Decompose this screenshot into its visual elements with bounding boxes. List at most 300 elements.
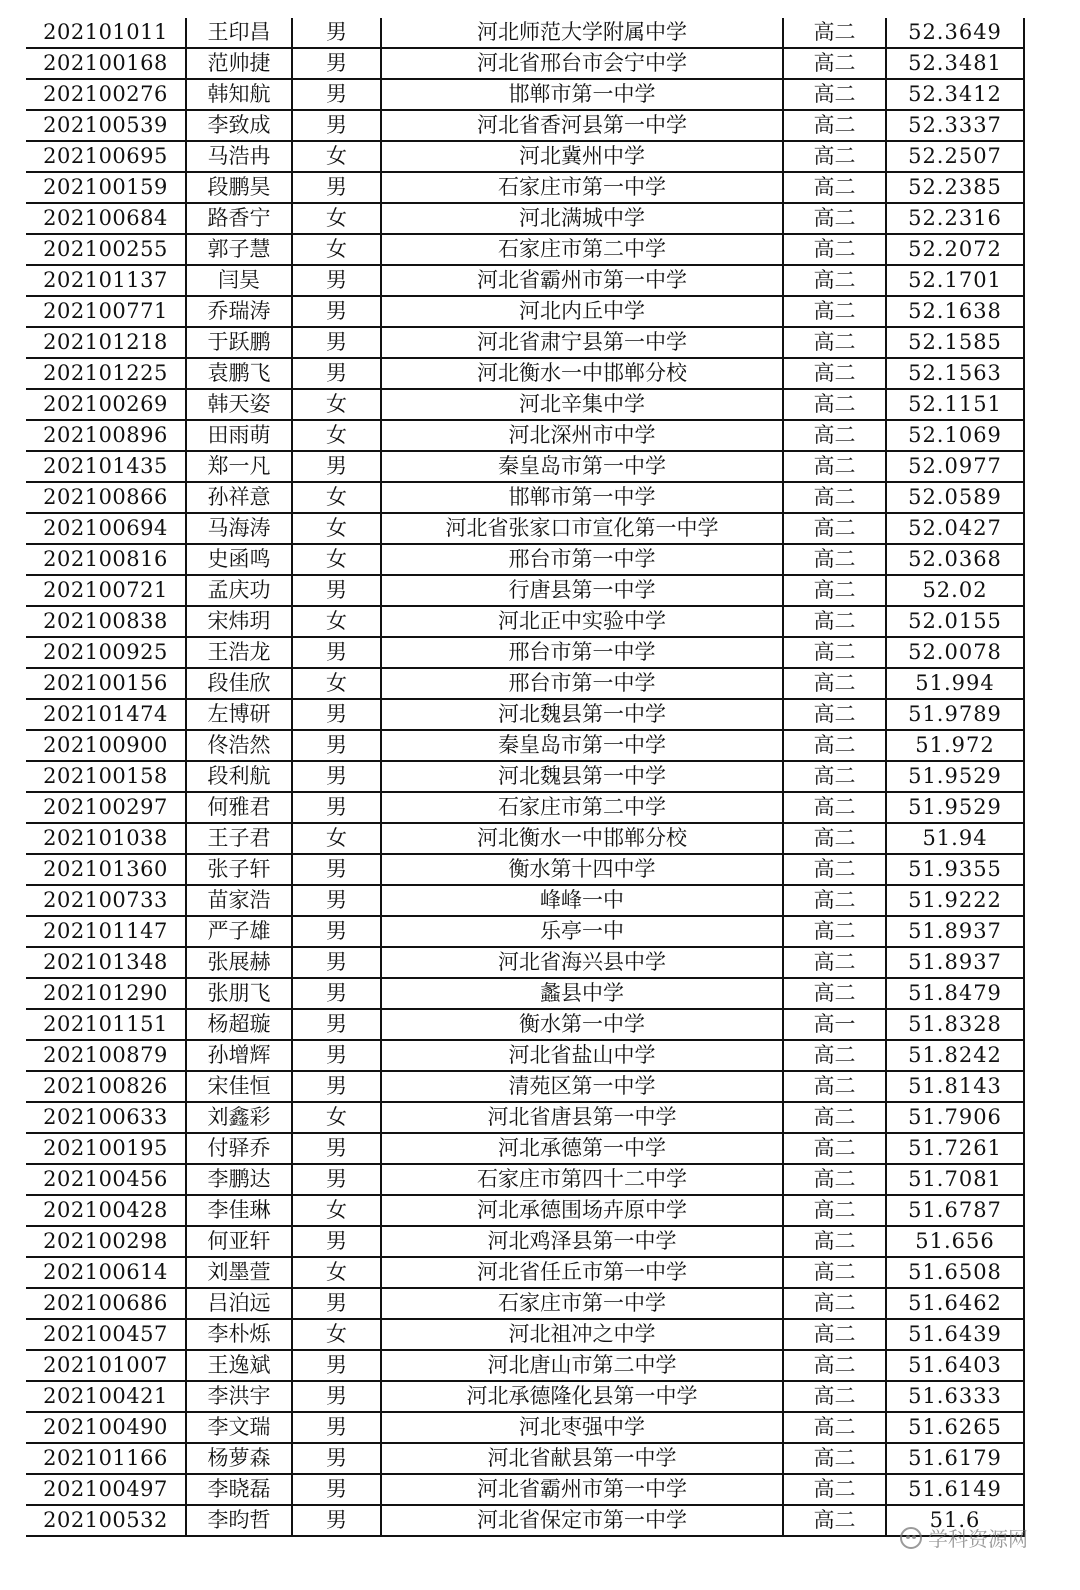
school-cell: 河北正中实验中学 [381, 606, 783, 637]
school-cell: 河北承德第一中学 [381, 1133, 783, 1164]
grade-cell: 高二 [783, 730, 886, 761]
student-name-cell: 宋佳恒 [186, 1071, 292, 1102]
school-cell: 秦皇岛市第一中学 [381, 730, 783, 761]
gender-cell: 男 [292, 110, 381, 141]
gender-cell: 女 [292, 544, 381, 575]
student-id-cell: 202100276 [26, 79, 186, 110]
student-name-cell: 闫昊 [186, 265, 292, 296]
student-id-cell: 202100195 [26, 1133, 186, 1164]
school-cell: 河北省任丘市第一中学 [381, 1257, 783, 1288]
school-cell: 河北省海兴县中学 [381, 947, 783, 978]
table-row [26, 978, 1024, 1009]
grade-cell: 高二 [783, 1164, 886, 1195]
school-cell: 峰峰一中 [381, 885, 783, 916]
student-id-cell: 202101348 [26, 947, 186, 978]
grade-cell: 高二 [783, 1040, 886, 1071]
grade-cell: 高二 [783, 482, 886, 513]
student-id-cell: 202100900 [26, 730, 186, 761]
gender-cell: 男 [292, 451, 381, 482]
table-row [26, 792, 1024, 823]
grade-cell: 高二 [783, 792, 886, 823]
school-cell: 河北深州市中学 [381, 420, 783, 451]
student-id-cell: 202100695 [26, 141, 186, 172]
grade-cell: 高二 [783, 854, 886, 885]
grade-cell: 高二 [783, 1319, 886, 1350]
score-cell: 51.7906 [886, 1102, 1024, 1133]
student-id-cell: 202101290 [26, 978, 186, 1009]
school-cell: 河北衡水一中邯郸分校 [381, 823, 783, 854]
grade-cell: 高二 [783, 947, 886, 978]
gender-cell: 男 [292, 327, 381, 358]
score-cell: 52.0368 [886, 544, 1024, 575]
student-name-cell: 吕泊远 [186, 1288, 292, 1319]
table-row [26, 18, 1024, 48]
score-cell: 52.1585 [886, 327, 1024, 358]
school-cell: 河北承德围场卉原中学 [381, 1195, 783, 1226]
score-cell: 51.6149 [886, 1474, 1024, 1505]
student-id-cell: 202100156 [26, 668, 186, 699]
student-id-cell: 202100838 [26, 606, 186, 637]
table-row [26, 1381, 1024, 1412]
score-cell: 51.8328 [886, 1009, 1024, 1040]
grade-cell: 高二 [783, 1226, 886, 1257]
gender-cell: 男 [292, 1381, 381, 1412]
student-id-cell: 202100298 [26, 1226, 186, 1257]
student-id-cell: 202100733 [26, 885, 186, 916]
score-cell: 52.02 [886, 575, 1024, 606]
gender-cell: 男 [292, 1009, 381, 1040]
student-id-cell: 202100614 [26, 1257, 186, 1288]
student-name-cell: 何亚轩 [186, 1226, 292, 1257]
table-row [26, 1195, 1024, 1226]
table-row [26, 1226, 1024, 1257]
gender-cell: 男 [292, 1474, 381, 1505]
gender-cell: 女 [292, 823, 381, 854]
student-id-cell: 202100925 [26, 637, 186, 668]
student-name-cell: 袁鹏飞 [186, 358, 292, 389]
student-name-cell: 于跃鹏 [186, 327, 292, 358]
student-id-cell: 202100721 [26, 575, 186, 606]
student-id-cell: 202101038 [26, 823, 186, 854]
school-cell: 河北满城中学 [381, 203, 783, 234]
score-cell: 52.1069 [886, 420, 1024, 451]
score-cell: 51.9789 [886, 699, 1024, 730]
gender-cell: 女 [292, 513, 381, 544]
school-cell: 秦皇岛市第一中学 [381, 451, 783, 482]
student-name-cell: 李鹏达 [186, 1164, 292, 1195]
grade-cell: 高一 [783, 1009, 886, 1040]
student-name-cell: 宋炜玥 [186, 606, 292, 637]
table-row [26, 668, 1024, 699]
table-row [26, 482, 1024, 513]
score-cell: 52.3412 [886, 79, 1024, 110]
score-cell: 51.94 [886, 823, 1024, 854]
student-name-cell: 张子轩 [186, 854, 292, 885]
table-row [26, 110, 1024, 141]
gender-cell: 男 [292, 637, 381, 668]
score-cell: 51.8937 [886, 947, 1024, 978]
student-name-cell: 路香宁 [186, 203, 292, 234]
table-row [26, 451, 1024, 482]
score-cell: 51.6179 [886, 1443, 1024, 1474]
score-cell: 51.9529 [886, 792, 1024, 823]
watermark-text: 学科资源网 [928, 1527, 1028, 1551]
gender-cell: 男 [292, 978, 381, 1009]
student-id-cell: 202100159 [26, 172, 186, 203]
school-cell: 河北省盐山中学 [381, 1040, 783, 1071]
gender-cell: 男 [292, 1133, 381, 1164]
student-id-cell: 202100686 [26, 1288, 186, 1319]
school-cell: 河北承德隆化县第一中学 [381, 1381, 783, 1412]
grade-cell: 高二 [783, 823, 886, 854]
grade-cell: 高二 [783, 48, 886, 79]
score-cell: 51.9355 [886, 854, 1024, 885]
grade-cell: 高二 [783, 699, 886, 730]
grade-cell: 高二 [783, 1350, 886, 1381]
score-cell: 51.6 [886, 1505, 1024, 1536]
school-cell: 石家庄市第四十二中学 [381, 1164, 783, 1195]
table-row [26, 606, 1024, 637]
score-cell: 51.6462 [886, 1288, 1024, 1319]
gender-cell: 男 [292, 1412, 381, 1443]
grade-cell: 高二 [783, 1102, 886, 1133]
table-row [26, 358, 1024, 389]
score-cell: 52.1151 [886, 389, 1024, 420]
gender-cell: 男 [292, 1350, 381, 1381]
grade-cell: 高二 [783, 1443, 886, 1474]
school-cell: 衡水第十四中学 [381, 854, 783, 885]
score-cell: 52.0589 [886, 482, 1024, 513]
student-id-cell: 202101225 [26, 358, 186, 389]
student-id-cell: 202100497 [26, 1474, 186, 1505]
table-row [26, 48, 1024, 79]
score-cell: 51.6508 [886, 1257, 1024, 1288]
grade-cell: 高二 [783, 513, 886, 544]
gender-cell: 男 [292, 1071, 381, 1102]
student-id-cell: 202100633 [26, 1102, 186, 1133]
score-cell: 52.1638 [886, 296, 1024, 327]
table-row [26, 389, 1024, 420]
student-id-cell: 202100269 [26, 389, 186, 420]
grade-cell: 高二 [783, 637, 886, 668]
grade-cell: 高二 [783, 141, 886, 172]
student-id-cell: 202100539 [26, 110, 186, 141]
student-name-cell: 段鹏昊 [186, 172, 292, 203]
score-table-body [26, 18, 1024, 1536]
school-cell: 河北省邢台市会宁中学 [381, 48, 783, 79]
table-row [26, 1040, 1024, 1071]
table-row [26, 172, 1024, 203]
student-name-cell: 何雅君 [186, 792, 292, 823]
student-name-cell: 苗家浩 [186, 885, 292, 916]
grade-cell: 高二 [783, 761, 886, 792]
table-row [26, 1319, 1024, 1350]
score-cell: 51.7261 [886, 1133, 1024, 1164]
gender-cell: 女 [292, 141, 381, 172]
grade-cell: 高二 [783, 110, 886, 141]
gender-cell: 女 [292, 1319, 381, 1350]
gender-cell: 男 [292, 18, 381, 48]
grade-cell: 高二 [783, 1288, 886, 1319]
grade-cell: 高二 [783, 451, 886, 482]
gender-cell: 女 [292, 606, 381, 637]
grade-cell: 高二 [783, 203, 886, 234]
student-name-cell: 韩天姿 [186, 389, 292, 420]
gender-cell: 男 [292, 1288, 381, 1319]
score-cell: 51.6439 [886, 1319, 1024, 1350]
table-row [26, 916, 1024, 947]
grade-cell: 高二 [783, 1071, 886, 1102]
student-name-cell: 杨萝森 [186, 1443, 292, 1474]
gender-cell: 男 [292, 730, 381, 761]
gender-cell: 男 [292, 358, 381, 389]
table-row [26, 203, 1024, 234]
student-id-cell: 202100297 [26, 792, 186, 823]
score-cell: 52.0977 [886, 451, 1024, 482]
gender-cell: 女 [292, 234, 381, 265]
score-cell: 52.3649 [886, 18, 1024, 48]
table-row [26, 1505, 1024, 1536]
grade-cell: 高二 [783, 885, 886, 916]
student-id-cell: 202100896 [26, 420, 186, 451]
score-cell: 52.0427 [886, 513, 1024, 544]
table-row [26, 1133, 1024, 1164]
score-cell: 51.7081 [886, 1164, 1024, 1195]
student-name-cell: 李致成 [186, 110, 292, 141]
score-cell: 51.972 [886, 730, 1024, 761]
student-name-cell: 郭子慧 [186, 234, 292, 265]
gender-cell: 男 [292, 1505, 381, 1536]
student-name-cell: 孙祥意 [186, 482, 292, 513]
gender-cell: 女 [292, 389, 381, 420]
student-name-cell: 孟庆功 [186, 575, 292, 606]
gender-cell: 女 [292, 1102, 381, 1133]
grade-cell: 高二 [783, 978, 886, 1009]
school-cell: 河北冀州中学 [381, 141, 783, 172]
student-name-cell: 王子君 [186, 823, 292, 854]
grade-cell: 高二 [783, 606, 886, 637]
student-id-cell: 202100457 [26, 1319, 186, 1350]
student-id-cell: 202100866 [26, 482, 186, 513]
student-id-cell: 202101011 [26, 18, 186, 48]
score-cell: 51.8242 [886, 1040, 1024, 1071]
student-name-cell: 范帅捷 [186, 48, 292, 79]
student-id-cell: 202101007 [26, 1350, 186, 1381]
student-name-cell: 付驿乔 [186, 1133, 292, 1164]
student-name-cell: 乔瑞涛 [186, 296, 292, 327]
school-cell: 河北鸡泽县第一中学 [381, 1226, 783, 1257]
table-row [26, 1071, 1024, 1102]
table-row [26, 761, 1024, 792]
table-row [26, 79, 1024, 110]
student-name-cell: 韩知航 [186, 79, 292, 110]
school-cell: 石家庄市第二中学 [381, 792, 783, 823]
student-id-cell: 202100255 [26, 234, 186, 265]
student-id-cell: 202100158 [26, 761, 186, 792]
table-row [26, 1474, 1024, 1505]
student-name-cell: 李文瑞 [186, 1412, 292, 1443]
gender-cell: 男 [292, 854, 381, 885]
student-id-cell: 202100490 [26, 1412, 186, 1443]
score-cell: 51.8937 [886, 916, 1024, 947]
gender-cell: 男 [292, 792, 381, 823]
score-cell: 52.2316 [886, 203, 1024, 234]
student-id-cell: 202101166 [26, 1443, 186, 1474]
student-id-cell: 202100532 [26, 1505, 186, 1536]
student-id-cell: 202101147 [26, 916, 186, 947]
table-row [26, 265, 1024, 296]
score-cell: 52.3337 [886, 110, 1024, 141]
school-cell: 河北魏县第一中学 [381, 761, 783, 792]
student-id-cell: 202101151 [26, 1009, 186, 1040]
gender-cell: 男 [292, 1226, 381, 1257]
score-cell: 51.6333 [886, 1381, 1024, 1412]
student-name-cell: 李朴烁 [186, 1319, 292, 1350]
table-row [26, 1257, 1024, 1288]
table-row [26, 327, 1024, 358]
gender-cell: 男 [292, 265, 381, 296]
score-cell: 52.2072 [886, 234, 1024, 265]
student-name-cell: 张展赫 [186, 947, 292, 978]
table-row [26, 1350, 1024, 1381]
school-cell: 河北省唐县第一中学 [381, 1102, 783, 1133]
table-row [26, 544, 1024, 575]
school-cell: 河北省肃宁县第一中学 [381, 327, 783, 358]
score-cell: 51.6787 [886, 1195, 1024, 1226]
school-cell: 石家庄市第二中学 [381, 234, 783, 265]
gender-cell: 男 [292, 172, 381, 203]
table-row [26, 1009, 1024, 1040]
score-table [26, 18, 1025, 1537]
score-cell: 52.1563 [886, 358, 1024, 389]
table-row [26, 575, 1024, 606]
student-name-cell: 史函鸣 [186, 544, 292, 575]
grade-cell: 高二 [783, 18, 886, 48]
student-name-cell: 孙增辉 [186, 1040, 292, 1071]
school-cell: 行唐县第一中学 [381, 575, 783, 606]
student-name-cell: 王逸斌 [186, 1350, 292, 1381]
student-id-cell: 202100168 [26, 48, 186, 79]
school-cell: 河北辛集中学 [381, 389, 783, 420]
table-row [26, 1288, 1024, 1319]
student-id-cell: 202100771 [26, 296, 186, 327]
score-cell: 51.656 [886, 1226, 1024, 1257]
student-name-cell: 李洪宇 [186, 1381, 292, 1412]
gender-cell: 男 [292, 761, 381, 792]
grade-cell: 高二 [783, 544, 886, 575]
score-cell: 52.0078 [886, 637, 1024, 668]
student-id-cell: 202101360 [26, 854, 186, 885]
gender-cell: 女 [292, 203, 381, 234]
table-row [26, 296, 1024, 327]
gender-cell: 男 [292, 885, 381, 916]
student-name-cell: 李佳琳 [186, 1195, 292, 1226]
table-row [26, 1164, 1024, 1195]
table-row [26, 141, 1024, 172]
table-row [26, 513, 1024, 544]
student-name-cell: 马海涛 [186, 513, 292, 544]
student-id-cell: 202100456 [26, 1164, 186, 1195]
table-row [26, 234, 1024, 265]
table-row [26, 1443, 1024, 1474]
gender-cell: 女 [292, 482, 381, 513]
school-cell: 河北省霸州市第一中学 [381, 1474, 783, 1505]
score-cell: 51.994 [886, 668, 1024, 699]
student-name-cell: 段佳欣 [186, 668, 292, 699]
school-cell: 河北内丘中学 [381, 296, 783, 327]
gender-cell: 男 [292, 1164, 381, 1195]
student-id-cell: 202101474 [26, 699, 186, 730]
gender-cell: 男 [292, 1040, 381, 1071]
school-cell: 河北省香河县第一中学 [381, 110, 783, 141]
student-name-cell: 田雨萌 [186, 420, 292, 451]
school-cell: 河北省献县第一中学 [381, 1443, 783, 1474]
school-cell: 河北衡水一中邯郸分校 [381, 358, 783, 389]
grade-cell: 高二 [783, 265, 886, 296]
table-row [26, 1102, 1024, 1133]
grade-cell: 高二 [783, 1505, 886, 1536]
grade-cell: 高二 [783, 1412, 886, 1443]
student-name-cell: 李昀哲 [186, 1505, 292, 1536]
grade-cell: 高二 [783, 916, 886, 947]
gender-cell: 男 [292, 1443, 381, 1474]
grade-cell: 高二 [783, 420, 886, 451]
grade-cell: 高二 [783, 389, 886, 420]
score-cell: 52.0155 [886, 606, 1024, 637]
grade-cell: 高二 [783, 296, 886, 327]
grade-cell: 高二 [783, 79, 886, 110]
student-name-cell: 马浩冉 [186, 141, 292, 172]
school-cell: 衡水第一中学 [381, 1009, 783, 1040]
student-name-cell: 刘墨萱 [186, 1257, 292, 1288]
score-cell: 52.3481 [886, 48, 1024, 79]
school-cell: 邯郸市第一中学 [381, 79, 783, 110]
grade-cell: 高二 [783, 1381, 886, 1412]
student-id-cell: 202101137 [26, 265, 186, 296]
grade-cell: 高二 [783, 234, 886, 265]
student-name-cell: 左博研 [186, 699, 292, 730]
school-cell: 河北唐山市第二中学 [381, 1350, 783, 1381]
table-row [26, 947, 1024, 978]
grade-cell: 高二 [783, 172, 886, 203]
school-cell: 河北省保定市第一中学 [381, 1505, 783, 1536]
gender-cell: 女 [292, 668, 381, 699]
school-cell: 乐亭一中 [381, 916, 783, 947]
school-cell: 河北省张家口市宣化第一中学 [381, 513, 783, 544]
score-cell: 51.6403 [886, 1350, 1024, 1381]
gender-cell: 女 [292, 420, 381, 451]
gender-cell: 女 [292, 1195, 381, 1226]
school-cell: 河北省霸州市第一中学 [381, 265, 783, 296]
student-name-cell: 张朋飞 [186, 978, 292, 1009]
score-cell: 51.6265 [886, 1412, 1024, 1443]
watermark [900, 1523, 1028, 1552]
student-name-cell: 严子雄 [186, 916, 292, 947]
student-id-cell: 202100694 [26, 513, 186, 544]
school-cell: 邢台市第一中学 [381, 544, 783, 575]
gender-cell: 男 [292, 699, 381, 730]
grade-cell: 高二 [783, 1257, 886, 1288]
student-name-cell: 佟浩然 [186, 730, 292, 761]
gender-cell: 男 [292, 79, 381, 110]
gender-cell: 男 [292, 947, 381, 978]
table-row [26, 1412, 1024, 1443]
table-row [26, 823, 1024, 854]
score-cell: 52.1701 [886, 265, 1024, 296]
score-cell: 51.9529 [886, 761, 1024, 792]
student-id-cell: 202100826 [26, 1071, 186, 1102]
school-cell: 河北魏县第一中学 [381, 699, 783, 730]
